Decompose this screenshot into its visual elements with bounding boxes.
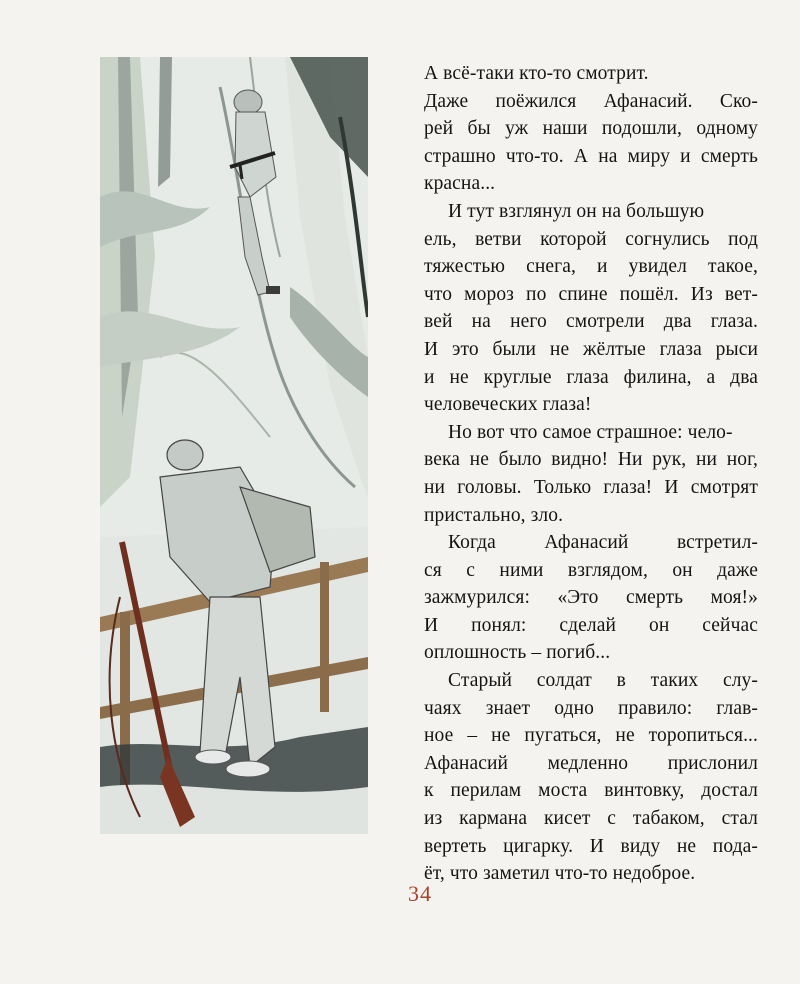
text-line: ёт, что заметил что-то недоброе.	[424, 863, 696, 885]
text-line: И понял: сделай он сейчас	[424, 614, 758, 636]
text-line: Когда Афанасий встретил-	[448, 532, 758, 554]
text-line: Афанасий медленно прислонил	[424, 752, 758, 774]
text-line: И тут взглянул он на большую	[448, 200, 705, 222]
text-line: ное – не пугаться, не торопиться...	[424, 725, 758, 747]
text-line: вертеть цигарку. И виду не пода-	[424, 835, 758, 857]
text-line: к перилам моста винтовку, достал	[424, 780, 758, 802]
text-line: пристально, зло.	[424, 504, 564, 526]
text-line: ся с ними взглядом, он даже	[424, 559, 758, 581]
text-line: и не круглые глаза филина, а два	[424, 366, 758, 388]
text-line: из кармана кисет с табаком, стал	[424, 808, 758, 830]
story-text	[424, 60, 758, 888]
text-line: чаях знает одно правило: глав-	[424, 697, 758, 719]
text-line: страшно что-то. А на миру и смерть	[424, 145, 758, 167]
text-line: Даже поёжился Афанасий. Ско-	[424, 90, 758, 112]
text-line: рей бы уж наши подошли, одному	[424, 118, 758, 140]
text-line: А всё-таки кто-то смотрит.	[424, 63, 649, 84]
text-line: Но вот что самое страшное: чело-	[448, 421, 733, 443]
text-line: человеческих глаза!	[424, 394, 592, 416]
text-line: ель, ветви которой согнулись под	[424, 228, 758, 250]
text-line: зажмурился: «Это смерть моя!»	[424, 587, 758, 609]
soldiers-winter-bridge-illustration	[100, 57, 368, 834]
text-line: оплошность – погиб...	[424, 642, 611, 664]
text-line: ни головы. Только глаза! И смотрят	[424, 476, 758, 498]
illustration-drawing	[100, 57, 368, 834]
text-line: вей на него смотрели два глаза.	[424, 311, 758, 333]
page-number: 34	[408, 881, 432, 906]
text-line: века не было видно! Ни рук, ни ног,	[424, 449, 758, 471]
text-line: Старый солдат в таких слу-	[448, 670, 758, 692]
text-line: И это были не жёлтые глаза рыси	[424, 338, 758, 360]
text-line: красна...	[424, 173, 496, 195]
text-line: тяжестью снега, и увидел такое,	[424, 256, 758, 278]
text-line: что мороз по спине пошёл. Из вет-	[424, 283, 758, 305]
